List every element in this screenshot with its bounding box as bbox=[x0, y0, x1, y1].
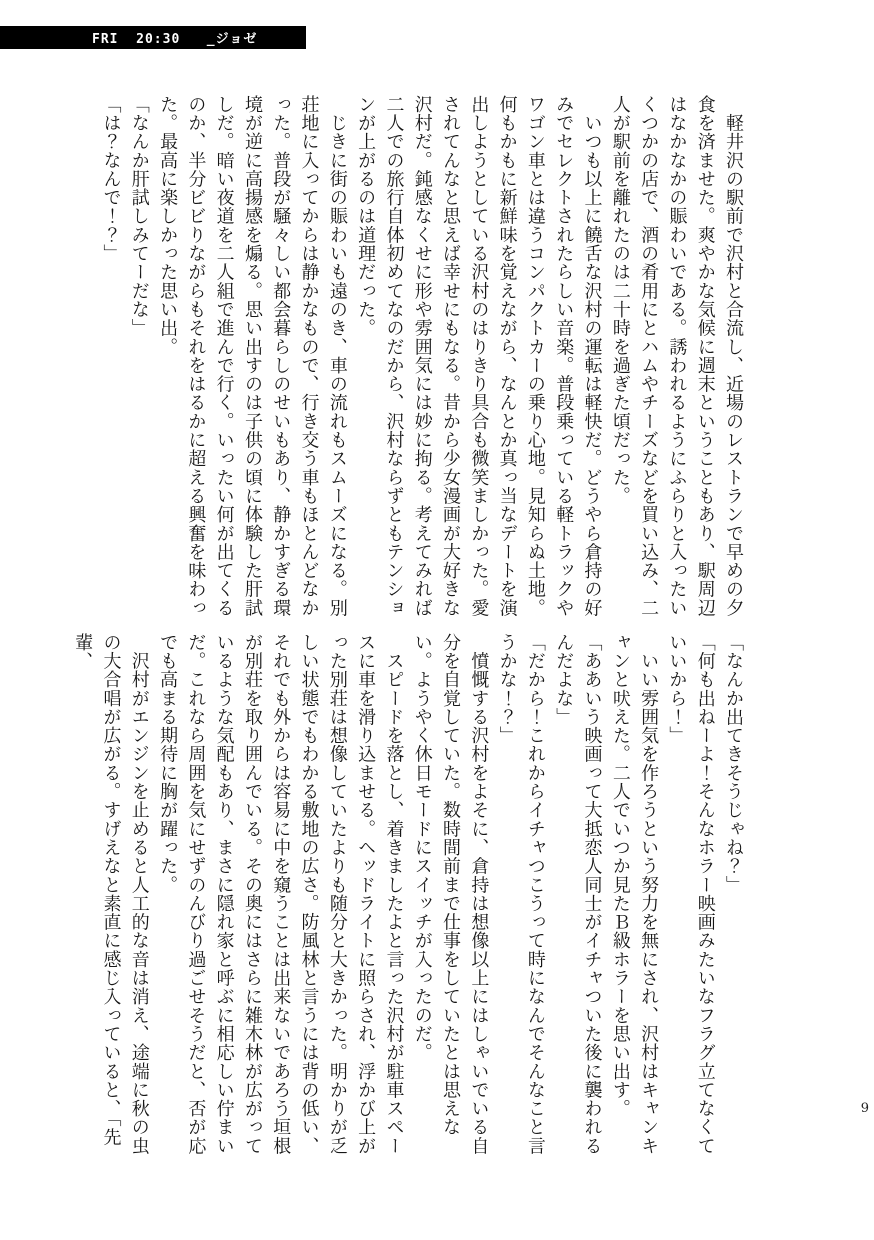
paragraph: 「ああいう映画って大抵恋人同士がイチャついた後に襲われるんだよな」 bbox=[553, 633, 603, 1156]
status-bar bbox=[0, 26, 306, 49]
paragraph: 沢村がエンジンを止めると人工的な音は消え、途端に秋の虫の大合唱が広がる。すげえなと素直に感じ入っていると、「先輩、 bbox=[72, 633, 150, 1156]
paragraph: 「なんか出てきそうじゃね？」 bbox=[723, 633, 744, 895]
vertical-text-block-bottom bbox=[68, 633, 747, 1157]
paragraph: 軽井沢の駅前で沢村と合流し、近場のレストランで早めの夕食を済ませた。爽やかな気候に週末ということもあり、駅周辺はなかなかの賑わいである。誘われるようにふらりと入ったいくつかの店で、酒の肴用にとハムやチーズなどを買い込み、二人が駅前を離れたのは二十時を過ぎた頃だった。 bbox=[609, 95, 744, 618]
paragraph: いい雰囲気を作ろうという努力を無にされ、沢村はキャンキャンと吠えた。二人でいつか見たＢ級ホラーを思い出す。 bbox=[609, 633, 660, 1156]
paragraph: 「は？なんで！？」 bbox=[100, 95, 122, 263]
paragraph: 「なんか肝試しみてーだな」 bbox=[128, 95, 150, 338]
paragraph: 「だから！これからイチャつこうって時になんでそんなこと言うかな！？」 bbox=[496, 633, 546, 1156]
paragraph: じきに街の賑わいも遠のき、車の流れもスムーズになる。別荘地に入ってからは静かなもので、行き交う車もほとんどなかった。普段が騒々しい都会暮らしのせいもあり、静かすぎる環境が逆に高揚感を煽る。思い出すのは子供の頃に体験した肝試しだ。暗い夜道を二人組で進んで行く。いったい何が出てくるのか、半分ビビりながらもそれをはるかに超える興奮を味わった。最高に楽しかった思い出。 bbox=[157, 95, 348, 618]
paragraph: 「何も出ねーよ！そんなホラー映画みたいなフラグ立てなくていいから！」 bbox=[666, 633, 716, 1156]
page-number: 9 bbox=[860, 1101, 869, 1116]
vertical-text-block-top bbox=[96, 95, 747, 619]
paragraph: スピードを落とし、着きましたよと言った沢村が駐車スペースに車を滑り込ませる。ヘッドライトに照らされ、浮かび上がった別荘は想像していたよりも随分と大きかった。明かりが乏しい状態でもわかる敷地の広さ。防風林と言うには背の低い、それでも外からは容易に中を窺うことは出来ないであろう垣根が別荘を取り囲んでいる。その奥にはさらに雑木林が広がっているような気配もあり、まさに隠れ家と呼ぶに相応しい佇まいだ。これなら周囲を気にせずのんびり過ごせそうだと、否が応でも高まる期待に胸が躍った。 bbox=[157, 633, 405, 1156]
paragraph: いつも以上に饒舌な沢村の運転は軽快だ。どうやら倉持の好みでセレクトされたらしい音楽。普段乗っている軽トラックやワゴン車とは違うコンパクトカーの乗り心地。見知らぬ土地。何もかもに新鮮味を覚えながら、なんとか真っ当なデートを演出しようとしている沢村のはりきり具合も微笑ましかった。愛されてんなと思えば幸せにもなる。昔から少女漫画が大好きな沢村だ。鈍感なくせに形や雰囲気には妙に拘る。考えてみれば二人での旅行自体初めてなのだから、沢村ならずともテンションが上がるのは道理だった。 bbox=[355, 95, 603, 618]
status-bar-text: FRI 20:30 _ジョゼ bbox=[92, 32, 258, 47]
paragraph: 憤慨する沢村をよそに、倉持は想像以上にはしゃいでいる自分を自覚していた。数時間前まで仕事をしていたとは思えない。ようやく休日モードにスイッチが入ったのだ。 bbox=[411, 633, 490, 1156]
